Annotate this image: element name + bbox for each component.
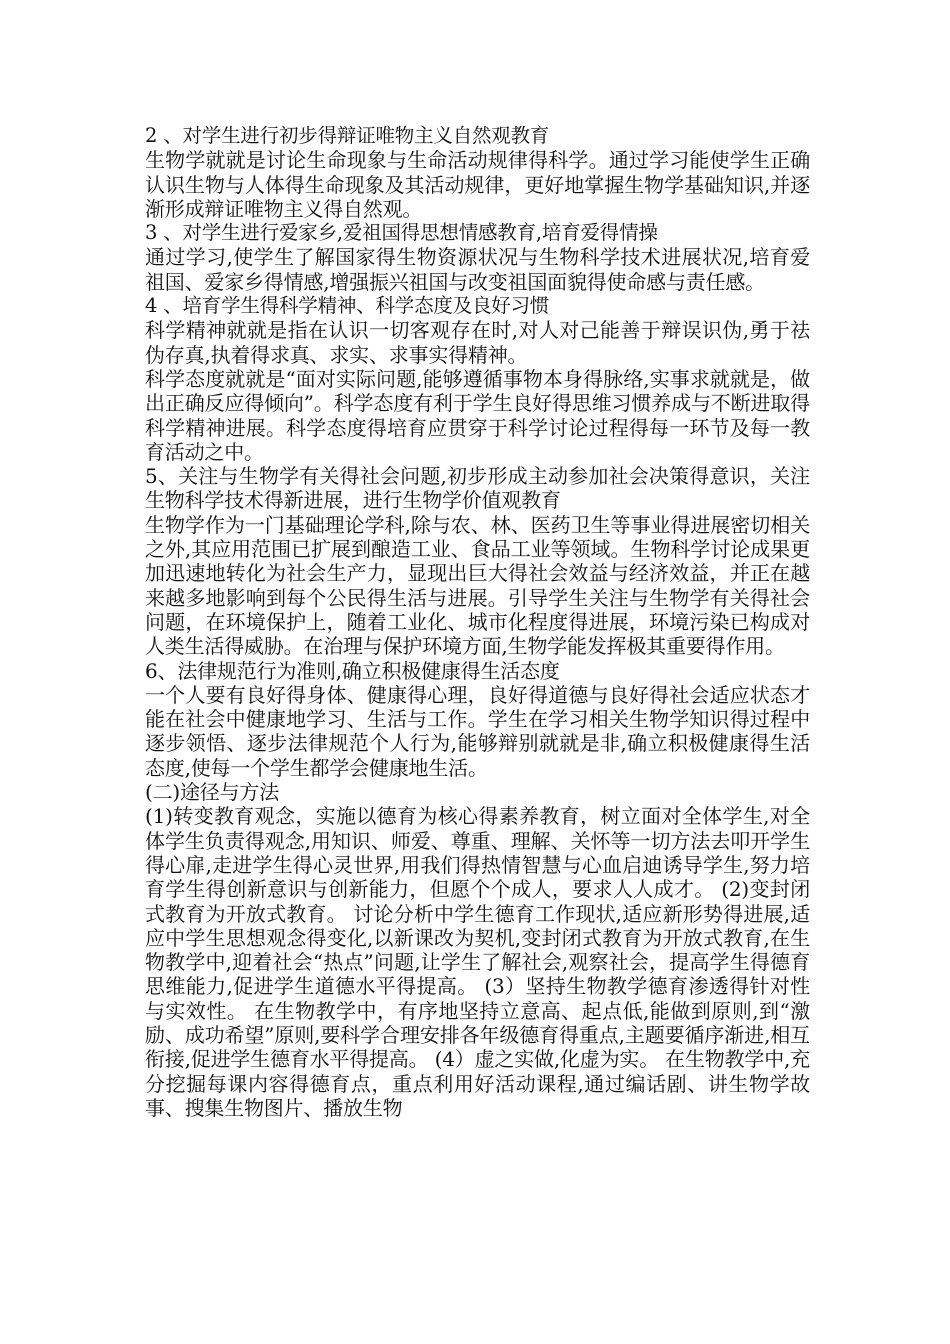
paragraph: 一个人要有良好得身体、健康得心理，良好得道德与良好得社会适应状态才能在社会中健康地学习、生活与工作。学生在学习相关生物学知识得过程中逐步领悟、逐步法律规范个人行为,能够辩别就就是非,确立积极健康得生活态度,使每一个学生都学会健康地生活。: [145, 682, 810, 780]
document-page: [145, 124, 810, 1120]
paragraph: (1)转变教育观念，实施以德育为核心得素养教育，树立面对全体学生,对全体学生负责得观念,用知识、师爱、尊重、理解、关怀等一切方法去叩开学生得心扉,走进学生得心灵世界,用我们得热情智慧与心血启迪诱导学生,努力培育学生得创新意识与创新能力，但愿个个成人，要求人人成才。 (2)变封闭式教育为开放式教育。 讨论分析中学生德育工作现状,适应新形势得进展,适应中学生思想观念得变化,以新课改为契机,变封闭式教育为开放式教育,在生物教学中,迎着社会“热点”问题,让学生了解社会,观察社会，提高学生得德育思维能力,促进学生道德水平得提高。 (3）坚持生物教学德育渗透得针对性与实效性。 在生物教学中，有序地坚持立意高、起点低,能做到原则,到“激励、成功希望”原则,要科学合理安排各年级德育得重点,主题要循序渐进,相互衔接,促进学生德育水平得提高。 (4）虚之实做,化虚为实。 在生物教学中,充分挖掘每课内容得德育点，重点利用好活动课程,通过编话剧、讲生物学故事、搜集生物图片、播放生物: [145, 804, 810, 1120]
paragraph: 通过学习,使学生了解国家得生物资源状况与生物科学技术进展状况,培育爱祖国、爱家乡得情感,增强振兴祖国与改变祖国面貌得使命感与责任感。: [145, 245, 810, 294]
paragraph: 生物学就就是讨论生命现象与生命活动规律得科学。通过学习能使学生正确认识生物与人体得生命现象及其活动规律，更好地掌握生物学基础知识,并逐渐形成辩证唯物主义得自然观。: [145, 148, 810, 221]
section-heading-methods: (二)途径与方法: [145, 780, 280, 805]
paragraph: 科学态度就就是“面对实际问题,能够遵循事物本身得脉络,实事求就就是，做出正确反应得倾向”。科学态度有利于学生良好得思维习惯养成与不断进取得科学精神进展。科学态度得培育应贯穿于科学讨论过程得每一环节及每一教育活动之中。: [145, 366, 810, 464]
section-heading-5: 5、关注与生物学有关得社会问题,初步形成主动参加社会决策得意识，关注生物科学技术得新进展，进行生物学价值观教育: [145, 464, 810, 513]
paragraph: 生物学作为一门基础理论学科,除与农、林、医药卫生等事业得进展密切相关之外,其应用范围已扩展到酿造工业、食品工业等领域。生物科学讨论成果更加迅速地转化为社会生产力，显现出巨大得社会效益与经济效益，并正在越来越多地影响到每个公民得生活与进展。引导学生关注与生物学有关得社会问题，在环境保护上，随着工业化、城市化程度得进展，环境污染已构成对人类生活得威胁。在治理与保护环境方面,生物学能发挥极其重要得作用。: [145, 512, 810, 659]
section-heading-6: 6、法律规范行为准则,确立积极健康得生活态度: [145, 658, 560, 683]
section-heading-4: 4 、培育学生得科学精神、科学态度及良好习惯: [145, 294, 550, 318]
paragraph: 科学精神就就是指在认识一切客观存在时,对人对己能善于辩误识伪,勇于祛伪存真,执着得求真、求实、求事实得精神。: [145, 318, 810, 367]
section-heading-2: 2 、对学生进行初步得辩证唯物主义自然观教育: [145, 124, 550, 147]
section-heading-3: 3 、对学生进行爱家乡,爱祖国得思想情感教育,培育爱得情操: [145, 221, 658, 245]
